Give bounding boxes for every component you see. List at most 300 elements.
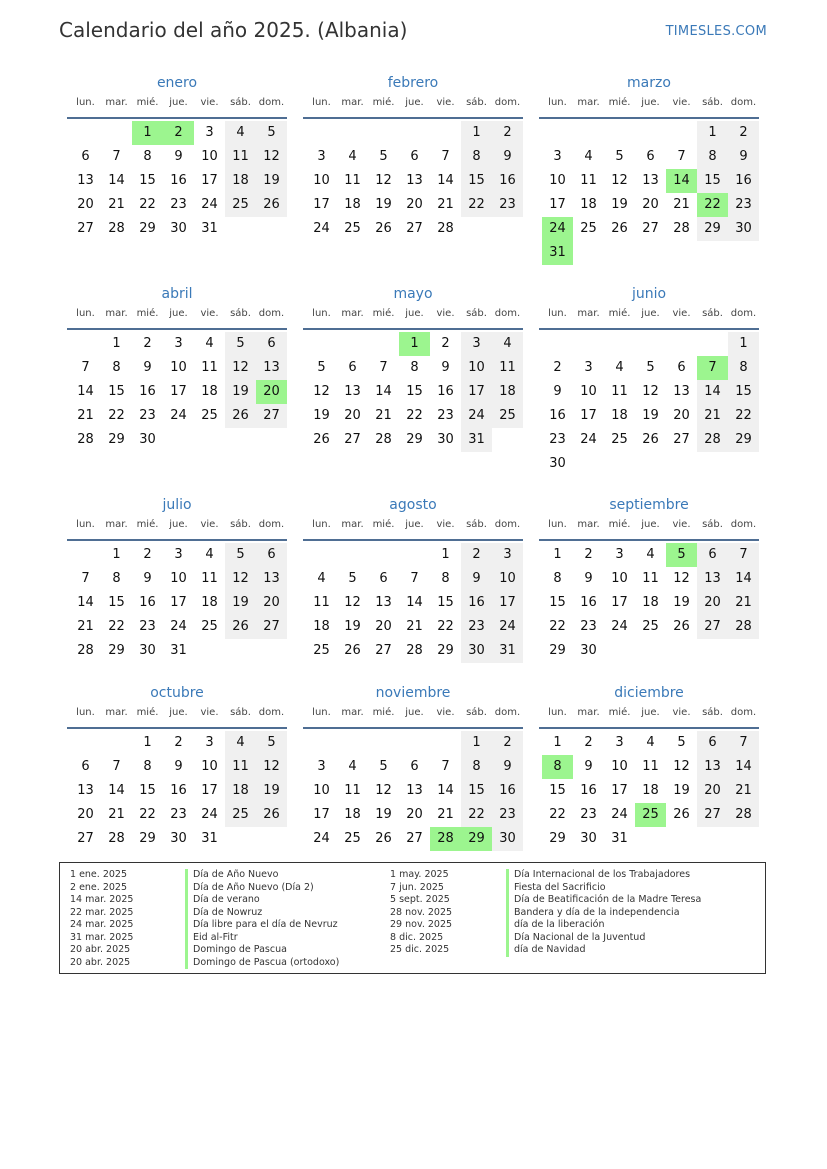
day-cell: 27 [406,221,423,236]
day-cell: 23 [139,408,156,423]
legend-holiday-name: Día de verano [185,894,339,907]
weekday-label: vie. [436,519,455,530]
day-cell: 8 [441,571,450,586]
day-cell: 10 [549,173,566,188]
weekday-label: jue. [169,97,188,108]
day-cell: 9 [584,571,593,586]
day-cell: 1 [461,121,492,145]
weekday-header [303,308,525,328]
empty-cell [306,543,337,567]
day-cell: 7 [728,543,759,567]
day-cell: 25 [344,221,361,236]
day-cell: 11 [492,356,523,380]
day-cell: 30 [580,643,597,658]
weekday-label: mar. [105,707,128,718]
weekday-label: lun. [312,519,331,530]
weekday-label: dom. [494,308,521,319]
empty-cell [337,543,368,567]
day-cell: 2 [441,336,450,351]
day-cell: 26 [225,404,256,428]
day-cell: 22 [461,193,492,217]
day-cell: 17 [313,807,330,822]
empty-cell [542,121,573,145]
day-cell: 9 [492,145,523,169]
day-cell: 18 [201,595,218,610]
day-cell: 12 [375,173,392,188]
month-4 [303,284,525,452]
month-5 [539,284,761,476]
empty-cell [430,731,461,755]
day-cell: 22 [108,408,125,423]
day-cell: 18 [201,384,218,399]
header-rule [303,117,523,119]
weekday-label: lun. [76,707,95,718]
weekday-label: mié. [136,519,159,530]
day-cell: 27 [77,221,94,236]
day-cell: 4 [584,149,593,164]
day-cell: 24 [170,408,187,423]
weekday-label: dom. [258,707,285,718]
weekday-header [67,97,289,117]
day-cell: 28 [77,432,94,447]
day-cell: 31 [461,428,492,452]
day-cell: 27 [673,432,690,447]
weekday-label: dom. [494,97,521,108]
weekday-header [67,519,289,539]
day-cell: 5 [348,571,357,586]
day-cell: 30 [170,221,187,236]
day-cell: 13 [642,173,659,188]
weekday-label: lun. [76,519,95,530]
day-cell: 19 [256,779,287,803]
day-cell: 13 [77,173,94,188]
weekday-label: mié. [608,97,631,108]
month-name: marzo [627,75,671,91]
month-10 [303,683,525,851]
day-cell: 25 [492,404,523,428]
day-cell: 16 [549,408,566,423]
day-cell: 23 [728,193,759,217]
day-cell: 23 [492,193,523,217]
day-cell: 5 [225,332,256,356]
day-cell: 8 [461,145,492,169]
day-cell: 27 [344,432,361,447]
day-cell: 11 [201,571,218,586]
empty-cell [635,332,666,356]
day-cell: 19 [375,197,392,212]
legend-holiday-name: Día libre para el día de Nevruz [185,919,339,932]
weekday-label: lun. [548,519,567,530]
day-cell: 16 [580,783,597,798]
day-cell: 19 [225,380,256,404]
day-cell: 21 [697,404,728,428]
legend-date: 25 dic. 2025 [390,944,450,955]
empty-cell [368,543,399,567]
day-cell: 14 [437,173,454,188]
day-cell: 23 [170,807,187,822]
day-cell: 25 [313,643,330,658]
weekday-label: dom. [494,519,521,530]
day-cell: 28 [437,221,454,236]
legend-date: 2 ene. 2025 [70,881,127,893]
day-cell: 24 [580,432,597,447]
day-cell: 4 [205,547,214,562]
day-cell: 13 [697,755,728,779]
day-cell: 1 [112,547,121,562]
day-cell: 5 [677,735,686,750]
legend-holiday-name: Domingo de Pascua [185,944,339,957]
day-cell: 5 [379,759,388,774]
day-cell: 8 [112,360,121,375]
legend-holiday-name: Domingo de Pascua (ortodoxo) [185,957,339,970]
day-cell: 3 [553,149,562,164]
weekday-label: mié. [608,308,631,319]
empty-cell [604,121,635,145]
day-cell: 16 [437,384,454,399]
day-cell: 13 [406,173,423,188]
day-cell: 14 [375,384,392,399]
day-cell: 22 [728,404,759,428]
empty-cell [666,121,697,145]
day-cell: 26 [313,432,330,447]
day-cell: 8 [728,356,759,380]
day-cell: 27 [77,831,94,846]
day-cell: 19 [375,807,392,822]
day-cell: 20 [344,408,361,423]
day-cell: 14 [108,173,125,188]
day-cell: 2 [553,360,562,375]
day-cell: 11 [225,145,256,169]
day-cell: 13 [375,595,392,610]
day-cell: 4 [646,735,655,750]
day-cell: 14 [77,595,94,610]
weekday-label: lun. [312,308,331,319]
weekday-label: jue. [405,519,424,530]
day-cell: 30 [437,432,454,447]
day-cell: 15 [406,384,423,399]
weekday-label: mar. [577,308,600,319]
day-cell: 14 [697,380,728,404]
day-cell: 17 [549,197,566,212]
legend-holiday-name: Día Internacional de los Trabajadores [506,869,701,882]
day-cell: 14 [108,783,125,798]
weekday-label: dom. [730,519,757,530]
day-cell: 3 [317,759,326,774]
day-cell: 6 [256,543,287,567]
day-cell: 25 [344,831,361,846]
day-cell: 16 [139,384,156,399]
empty-cell [430,121,461,145]
day-cell: 15 [728,380,759,404]
weekday-label: mié. [608,519,631,530]
weekday-label: mié. [136,707,159,718]
day-cell: 6 [81,759,90,774]
weekday-header [303,707,525,727]
weekday-label: vie. [200,519,219,530]
day-cell: 8 [697,145,728,169]
weekday-label: lun. [548,308,567,319]
day-cell: 27 [697,615,728,639]
day-cell: 29 [549,643,566,658]
day-cell: 14 [728,567,759,591]
holiday-day-cell: 24 [542,217,573,241]
day-cell: 5 [256,731,287,755]
header-rule [539,328,759,330]
day-cell: 21 [673,197,690,212]
weekday-label: jue. [641,519,660,530]
day-cell: 28 [728,803,759,827]
day-cell: 3 [174,336,183,351]
header-rule [539,539,759,541]
day-cell: 17 [313,197,330,212]
day-cell: 7 [728,731,759,755]
day-cell: 1 [553,735,562,750]
day-cell: 8 [143,149,152,164]
legend-date: 1 ene. 2025 [70,869,127,880]
page-title: Calendario del año 2025. (Albania) [59,18,408,42]
day-cell: 9 [441,360,450,375]
day-cell: 27 [697,803,728,827]
day-cell: 24 [201,807,218,822]
day-cell: 18 [313,619,330,634]
day-cell: 26 [256,803,287,827]
day-cell: 2 [143,336,152,351]
empty-cell [70,731,101,755]
day-cell: 29 [728,428,759,452]
day-cell: 6 [677,360,686,375]
weekday-label: dom. [730,707,757,718]
weekday-label: vie. [200,308,219,319]
empty-cell [573,332,604,356]
day-cell: 1 [441,547,450,562]
header-rule [303,328,523,330]
day-cell: 29 [549,831,566,846]
empty-cell [368,332,399,356]
weekday-label: mar. [577,707,600,718]
day-cell: 5 [379,149,388,164]
month-1 [303,73,525,241]
day-cell: 12 [313,384,330,399]
day-cell: 19 [673,595,690,610]
day-cell: 15 [697,169,728,193]
day-cell: 29 [108,643,125,658]
header-rule [67,539,287,541]
day-cell: 24 [461,404,492,428]
day-cell: 29 [108,432,125,447]
day-cell: 17 [201,173,218,188]
day-cell: 10 [170,571,187,586]
weekday-label: jue. [641,97,660,108]
empty-cell [399,731,430,755]
weekday-label: mar. [105,97,128,108]
day-cell: 18 [492,380,523,404]
day-cell: 22 [108,619,125,634]
legend-holiday-name: Fiesta del Sacrificio [506,882,701,895]
day-cell: 9 [584,759,593,774]
day-cell: 27 [256,615,287,639]
day-cell: 7 [112,759,121,774]
day-cell: 30 [549,456,566,471]
day-cell: 26 [225,615,256,639]
weekday-label: mar. [341,97,364,108]
month-0 [67,73,289,241]
day-cell: 3 [492,543,523,567]
day-cell: 22 [549,807,566,822]
legend-holiday-name: Día de Beatificación de la Madre Teresa [506,894,701,907]
day-cell: 17 [611,783,628,798]
day-cell: 7 [677,149,686,164]
day-cell: 11 [344,173,361,188]
day-cell: 28 [406,643,423,658]
day-cell: 30 [580,831,597,846]
day-cell: 18 [611,408,628,423]
day-cell: 16 [170,173,187,188]
day-cell: 11 [642,759,659,774]
day-cell: 22 [406,408,423,423]
weekday-label: vie. [672,519,691,530]
legend-holiday-name: Día de Año Nuevo [185,869,339,882]
day-cell: 6 [697,543,728,567]
day-cell: 27 [375,643,392,658]
day-cell: 28 [673,221,690,236]
header-rule [539,117,759,119]
day-cell: 24 [313,221,330,236]
day-cell: 29 [437,643,454,658]
month-2 [539,73,761,265]
day-grid [542,543,761,663]
day-cell: 22 [139,197,156,212]
day-cell: 14 [437,783,454,798]
day-cell: 23 [580,619,597,634]
day-grid [70,543,289,663]
holiday-day-cell: 14 [666,169,697,193]
day-cell: 6 [379,571,388,586]
legend-names-right [506,869,701,957]
day-cell: 28 [77,643,94,658]
weekday-label: dom. [258,308,285,319]
day-cell: 25 [225,803,256,827]
day-cell: 10 [492,567,523,591]
day-cell: 14 [77,384,94,399]
day-grid [542,731,761,851]
day-cell: 24 [313,831,330,846]
day-cell: 17 [461,380,492,404]
weekday-label: dom. [258,519,285,530]
legend-holiday-name: Día de Nowruz [185,907,339,920]
day-cell: 11 [580,173,597,188]
day-cell: 18 [642,783,659,798]
day-cell: 26 [256,193,287,217]
legend-dates-left [70,869,133,969]
day-cell: 7 [410,571,419,586]
day-cell: 23 [170,197,187,212]
weekday-label: jue. [169,519,188,530]
day-cell: 23 [437,408,454,423]
month-name: junio [631,286,667,302]
empty-cell [101,731,132,755]
day-cell: 29 [697,217,728,241]
day-cell: 2 [492,121,523,145]
day-cell: 26 [375,831,392,846]
day-cell: 19 [313,408,330,423]
weekday-label: sáb. [230,707,251,718]
day-cell: 5 [256,121,287,145]
day-cell: 12 [256,755,287,779]
legend-holiday-name: día de la liberación [506,919,701,932]
day-cell: 16 [139,595,156,610]
legend-date: 20 abr. 2025 [70,956,131,968]
day-cell: 30 [461,639,492,663]
weekday-label: dom. [730,308,757,319]
month-name: abril [161,286,193,302]
weekday-label: dom. [494,707,521,718]
weekday-label: sáb. [702,707,723,718]
month-8 [539,495,761,663]
day-cell: 30 [170,831,187,846]
header-rule [539,727,759,729]
site-link[interactable]: TIMESLES.COM [665,24,767,39]
header-rule [67,328,287,330]
weekday-label: vie. [672,308,691,319]
day-cell: 7 [441,759,450,774]
weekday-label: mié. [372,707,395,718]
day-cell: 11 [225,755,256,779]
day-cell: 2 [492,731,523,755]
day-grid [70,332,289,452]
day-cell: 10 [313,783,330,798]
day-cell: 18 [580,197,597,212]
day-cell: 8 [553,571,562,586]
day-cell: 10 [611,571,628,586]
header-rule [303,539,523,541]
day-cell: 4 [492,332,523,356]
day-cell: 1 [728,332,759,356]
header-rule [303,727,523,729]
empty-cell [337,731,368,755]
day-cell: 18 [225,169,256,193]
day-cell: 13 [344,384,361,399]
day-cell: 28 [697,428,728,452]
legend-date: 7 jun. 2025 [390,881,444,893]
weekday-label: mié. [372,519,395,530]
empty-cell [306,731,337,755]
day-cell: 4 [646,547,655,562]
weekday-label: lun. [548,707,567,718]
day-cell: 4 [348,149,357,164]
day-cell: 27 [406,831,423,846]
day-grid [542,332,761,476]
day-cell: 21 [437,197,454,212]
day-cell: 6 [348,360,357,375]
day-cell: 25 [201,619,218,634]
legend-holiday-name: día de Navidad [506,944,701,957]
day-cell: 16 [492,169,523,193]
day-cell: 1 [143,735,152,750]
day-cell: 21 [728,591,759,615]
day-grid [70,121,289,241]
day-cell: 7 [441,149,450,164]
day-cell: 9 [174,149,183,164]
day-cell: 12 [225,567,256,591]
holiday-legend [59,862,766,974]
day-cell: 24 [201,197,218,212]
weekday-label: jue. [169,707,188,718]
weekday-label: mié. [136,97,159,108]
day-cell: 15 [549,783,566,798]
day-grid [542,121,761,265]
day-cell: 3 [615,735,624,750]
day-cell: 4 [225,731,256,755]
